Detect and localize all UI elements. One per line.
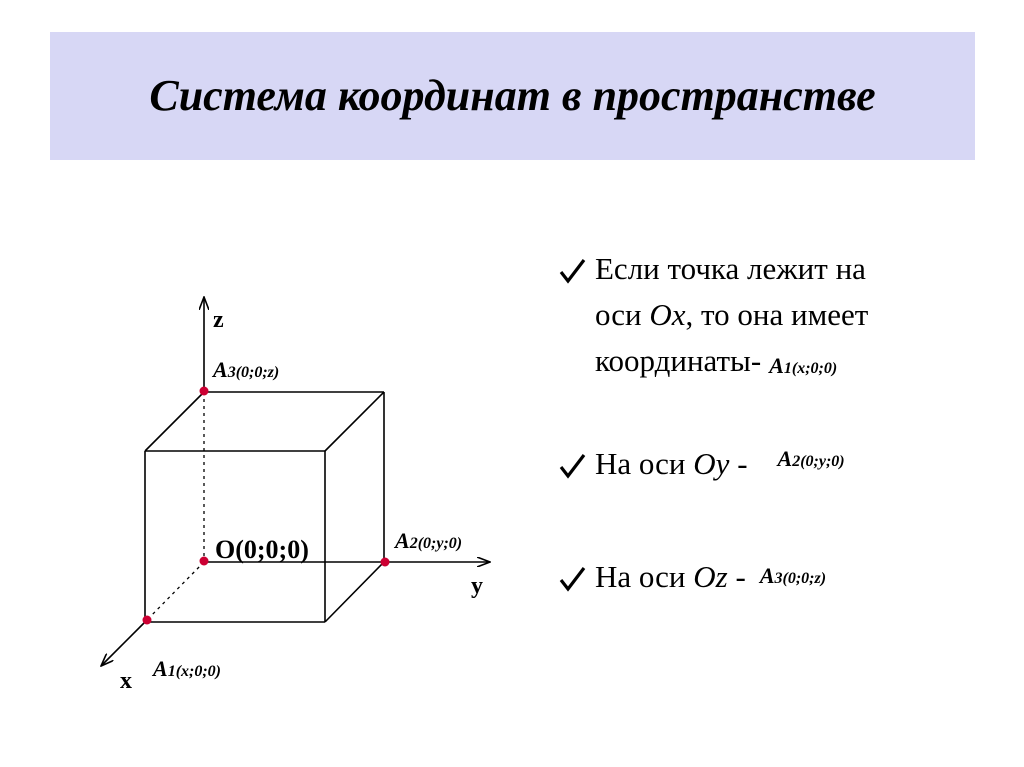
cube-edge <box>325 562 384 622</box>
hidden-edge <box>145 562 204 622</box>
x-axis-label: x <box>120 668 132 694</box>
point-a3 <box>200 387 209 396</box>
z-axis-label: z <box>213 307 224 333</box>
point-origin <box>200 557 209 566</box>
checkmark-icon <box>558 441 588 487</box>
checkmark-icon <box>558 246 588 292</box>
bullet-text: На оси Oy - $^{A2(0;y;0)}$ <box>595 446 845 481</box>
coordinate-label: A3(0;0;z) <box>759 563 827 588</box>
bullet-text: Если точка лежит на оси Ox, то она имеет координаты- A1(x;0;0) <box>595 251 869 378</box>
point-a1-label: A1(x;0;0) <box>153 656 221 681</box>
cube-edge <box>145 392 204 451</box>
origin-label: O(0;0;0) <box>215 535 309 564</box>
point-a2 <box>381 558 390 567</box>
slide-title: Система координат в пространстве <box>149 71 876 120</box>
bullet-item <box>558 554 998 606</box>
cube-edge <box>325 392 384 451</box>
point-a3-label: A3(0;0;z) <box>213 357 280 382</box>
hidden-edges <box>145 392 204 622</box>
checkmark-icon <box>558 554 588 600</box>
cube-edges <box>145 392 384 622</box>
x-axis <box>101 622 145 666</box>
bullet-item <box>558 246 998 390</box>
point-a1 <box>143 616 152 625</box>
coordinate-label: A1(x;0;0) <box>769 353 838 378</box>
axes <box>101 297 490 666</box>
y-axis-label: y <box>471 573 483 599</box>
bullet-item <box>558 441 998 493</box>
bullet-list <box>558 246 998 606</box>
coordinate-label: A2(0;y;0) <box>777 446 845 471</box>
bullet-text: На оси Oz - A3(0;0;z) <box>595 559 827 594</box>
point-a2-label: A2(0;y;0) <box>395 528 463 553</box>
